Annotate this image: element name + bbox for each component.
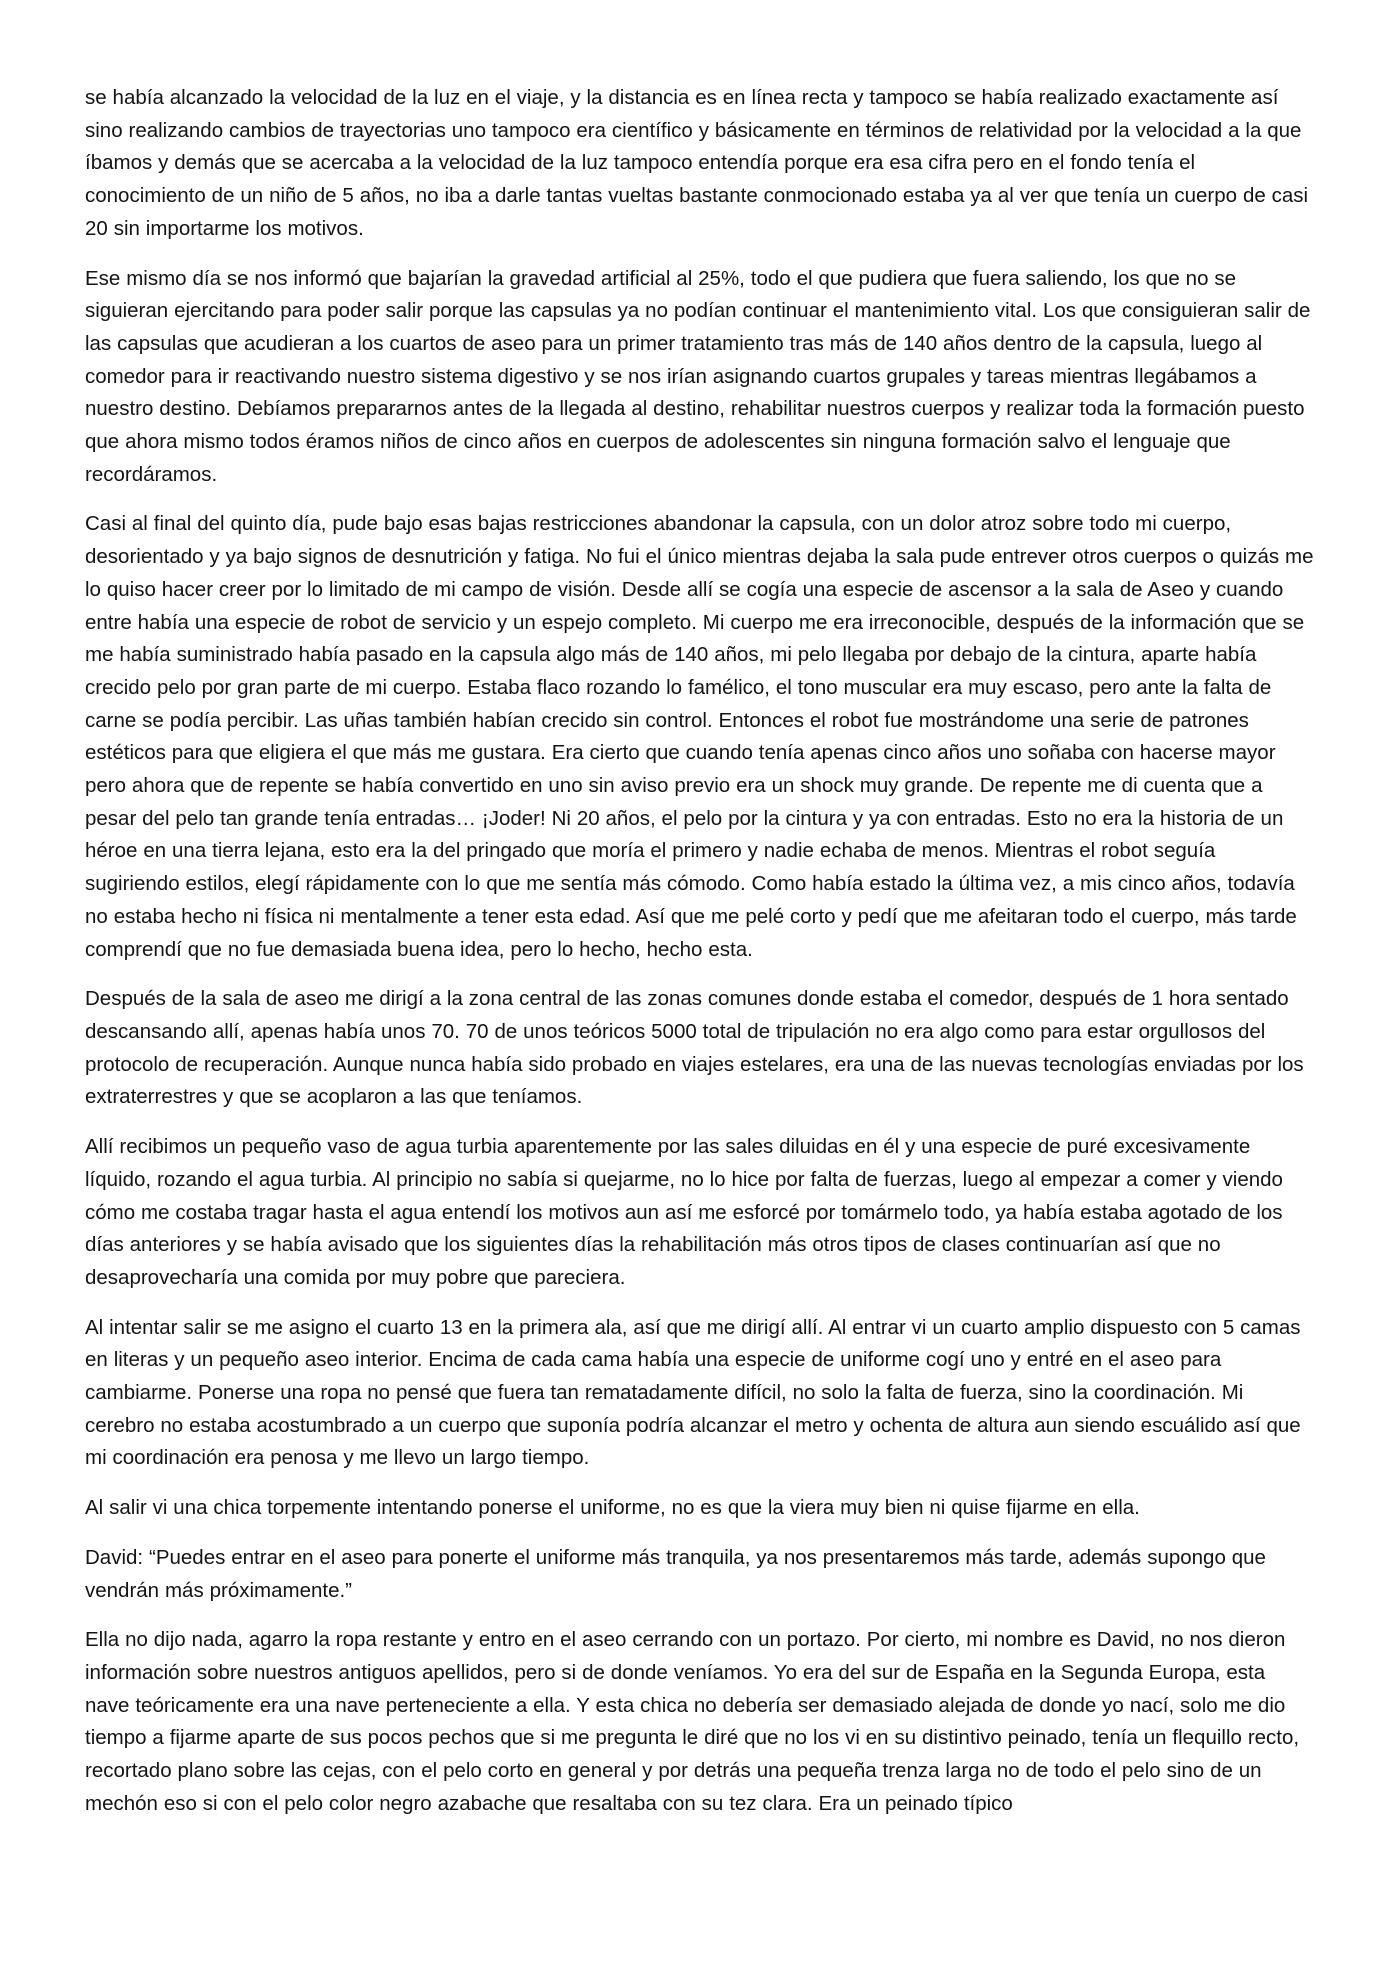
paragraph-5: Allí recibimos un pequeño vaso de agua turbia aparentemente por las sales diluidas en él y una especie de puré excesivamente líquido, rozando el agua turbia. Al principio no sabía si quejarme, no lo hice por falta de fuerzas, luego al empezar a comer y viendo cómo me costaba tragar hasta el agua entendí los motivos aun así me esforcé por tomármelo todo, ya había estaba agotado de los días anteriores y se había avisado que los siguientes días la rehabilitación más otros tipos de clases continuarían así que no desaprovecharía una comida por muy pobre que pareciera. xyxy=(85,1135,1283,1289)
document-page xyxy=(85,82,1315,1837)
paragraph-7: Al salir vi una chica torpemente intentando ponerse el uniforme, no es que la viera muy bien ni quise fijarme en ella. xyxy=(85,1496,1140,1520)
paragraph-4: Después de la sala de aseo me dirigí a la zona central de las zonas comunes donde estaba el comedor, después de 1 hora sentado descansando allí, apenas había unos 70. 70 de unos teóricos 5000 total de tripulación no era algo como para estar orgullosos del protocolo de recuperación. Aunque nunca había sido probado en viajes estelares, era una de las nuevas tecnologías enviadas por los extraterrestres y que se acoplaron a las que teníamos. xyxy=(85,987,1304,1109)
paragraph-9: Ella no dijo nada, agarro la ropa restante y entro en el aseo cerrando con un portazo. Por cierto, mi nombre es David, no nos dieron información sobre nuestros antiguos apellidos, pero si de donde veníamos. Yo era del sur de España en la Segunda Europa, esta nave teóricamente era una nave perteneciente a ella. Y esta chica no debería ser demasiado alejada de donde yo nací, solo me dio tiempo a fijarme aparte de sus pocos pechos que si me pregunta le diré que no los vi en su distintivo peinado, tenía un flequillo recto, recortado plano sobre las cejas, con el pelo corto en general y por detrás una pequeña trenza larga no de todo el pelo sino de un mechón eso si con el pelo color negro azabache que resaltaba con su tez clara. Era un peinado típico xyxy=(85,1628,1300,1815)
paragraph-1: se había alcanzado la velocidad de la luz en el viaje, y la distancia es en línea recta y tampoco se había realizado exactamente así sino realizando cambios de trayectorias uno tampoco era científico y básicamente en términos de relatividad por la velocidad a la que íbamos y demás que se acercaba a la velocidad de la luz tampoco entendía porque era esa cifra pero en el fondo tenía el conocimiento de un niño de 5 años, no iba a darle tantas vueltas bastante conmocionado estaba ya al ver que tenía un cuerpo de casi 20 sin importarme los motivos. xyxy=(85,86,1309,240)
paragraph-2: Ese mismo día se nos informó que bajarían la gravedad artificial al 25%, todo el que pudiera que fuera saliendo, los que no se siguieran ejercitando para poder salir porque las capsulas ya no podían continuar el mantenimiento vital. Los que consiguieran salir de las capsulas que acudieran a los cuartos de aseo para un primer tratamiento tras más de 140 años dentro de la capsula, luego al comedor para ir reactivando nuestro sistema digestivo y se nos irían asignando cuartos grupales y tareas mientras llegábamos a nuestro destino. Debíamos prepararnos antes de la llegada al destino, rehabilitar nuestros cuerpos y realizar toda la formación puesto que ahora mismo todos éramos niños de cinco años en cuerpos de adolescentes sin ninguna formación salvo el lenguaje que recordáramos. xyxy=(85,266,1311,486)
paragraph-8-dialogue: David: “Puedes entrar en el aseo para ponerte el uniforme más tranquila, ya nos presentaremos más tarde, además supongo que vendrán más próximamente.” xyxy=(85,1545,1266,1602)
paragraph-3: Casi al final del quinto día, pude bajo esas bajas restricciones abandonar la capsula, con un dolor atroz sobre todo mi cuerpo, desorientado y ya bajo signos de desnutrición y fatiga. No fui el único mientras dejaba la sala pude entrever otros cuerpos o quizás me lo quiso hacer creer por lo limitado de mi campo de visión. Desde allí se cogía una especie de ascensor a la sala de Aseo y cuando entre había una especie de robot de servicio y un espejo completo. Mi cuerpo me era irreconocible, después de la información que se me había suministrado había pasado en la capsula algo más de 140 años, mi pelo llegaba por debajo de la cintura, aparte había crecido pelo por gran parte de mi cuerpo. Estaba flaco rozando lo famélico, el tono muscular era muy escaso, pero ante la falta de carne se podía percibir. Las uñas también habían crecido sin control. Entonces el robot fue mostrándome una serie de patrones estéticos para que eligiera el que más me gustara. Era cierto que cuando tenía apenas cinco años uno soñaba con hacerse mayor pero ahora que de repente se había convertido en uno sin aviso previo era un shock muy grande. De repente me di cuenta que a pesar del pelo tan grande tenía entradas… ¡Joder! Ni 20 años, el pelo por la cintura y ya con entradas. Esto no era la historia de un héroe en una tierra lejana, esto era la del pringado que moría el primero y nadie echaba de menos. Mientras el robot seguía sugiriendo estilos, elegí rápidamente con lo que me sentía más cómodo. Como había estado la última vez, a mis cinco años, todavía no estaba hecho ni física ni mentalmente a tener esta edad. Así que me pelé corto y pedí que me afeitaran todo el cuerpo, más tarde comprendí que no fue demasiada buena idea, pero lo hecho, hecho esta. xyxy=(85,512,1314,961)
paragraph-6: Al intentar salir se me asigno el cuarto 13 en la primera ala, así que me dirigí allí. Al entrar vi un cuarto amplio dispuesto con 5 camas en literas y un pequeño aseo interior. Encima de cada cama había una especie de uniforme cogí uno y entré en el aseo para cambiarme. Ponerse una ropa no pensé que fuera tan rematadamente difícil, no solo la falta de fuerza, sino la coordinación. Mi cerebro no estaba acostumbrado a un cuerpo que suponía podría alcanzar el metro y ochenta de altura aun siendo escuálido así que mi coordinación era penosa y me llevo un largo tiempo. xyxy=(85,1315,1301,1470)
